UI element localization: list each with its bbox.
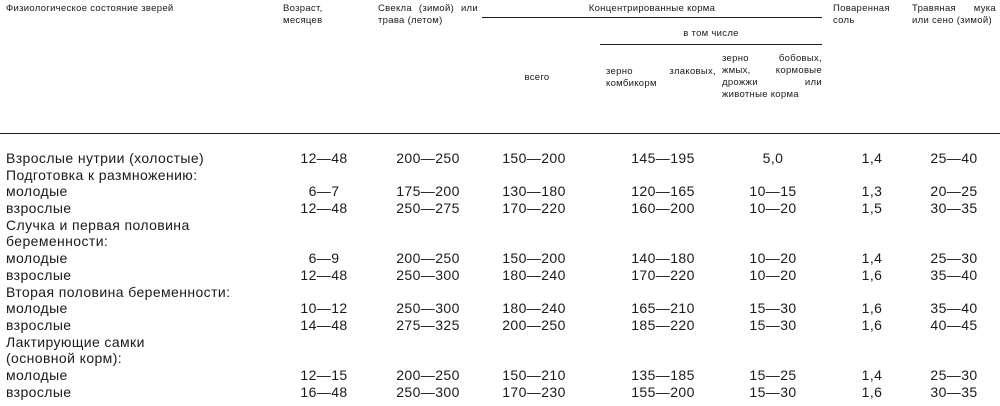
- cell-total: 150—200: [502, 150, 566, 166]
- cell-age: 10—12: [300, 300, 348, 317]
- cell-grain: 160—200: [631, 200, 695, 217]
- cell-total: 180—240: [502, 300, 566, 317]
- cell-hay: 25—30: [930, 250, 978, 267]
- cell-salt: 1,5: [861, 200, 883, 217]
- cell-beet: 250—275: [396, 200, 460, 217]
- cell-beet: 200—250: [396, 150, 460, 166]
- cell-legume: 10—20: [749, 200, 797, 217]
- cell-legume: 15—30: [749, 383, 797, 400]
- cell-total: 170—230: [502, 383, 566, 400]
- cell-legume: 5,0: [762, 150, 784, 166]
- row-label: Лактирующие самки: [6, 333, 145, 350]
- cell-age: 12—15: [300, 366, 348, 383]
- cell-beet: 250—300: [396, 300, 460, 317]
- cell-legume: 15—30: [749, 316, 797, 333]
- cell-beet: 175—200: [396, 183, 460, 200]
- cell-total: 150—210: [502, 366, 566, 383]
- row-label: молодые: [6, 183, 68, 200]
- cell-legume: 15—25: [749, 366, 797, 383]
- cell-age: 12—48: [300, 200, 348, 217]
- table-row: [0, 233, 1000, 250]
- header-state: Физиологическое состояние зверей: [6, 3, 174, 14]
- header-including: в том числе: [683, 28, 739, 39]
- cell-total: 170—220: [502, 200, 566, 217]
- table-row: [0, 150, 1000, 167]
- table-body: [0, 150, 1000, 400]
- table-row: [0, 367, 1000, 384]
- cell-salt: 1,6: [861, 300, 883, 317]
- table-row: [0, 217, 1000, 234]
- header-salt: Поваренная соль: [833, 3, 890, 26]
- cell-grain: 185—220: [631, 316, 695, 333]
- table-row: [0, 284, 1000, 301]
- row-label: Случка и первая половина: [6, 216, 190, 233]
- cell-total: 150—200: [502, 250, 566, 267]
- table-row: [0, 317, 1000, 334]
- row-label: Вторая половина беременности:: [6, 283, 231, 300]
- header-legume: зерно бобовых, жмых, кормовые дрожжи или животные корма: [722, 53, 822, 100]
- header-beet: Свекла (зимой) или трава (летом): [378, 3, 478, 26]
- cell-hay: 25—40: [930, 150, 978, 166]
- table-row: [0, 167, 1000, 184]
- cell-beet: 275—325: [396, 316, 460, 333]
- cell-legume: 10—20: [749, 250, 797, 267]
- cell-beet: 200—250: [396, 366, 460, 383]
- cell-salt: 1,6: [861, 383, 883, 400]
- cell-age: 12—48: [300, 266, 348, 283]
- header-total: всего: [524, 72, 550, 83]
- cell-age: 12—48: [300, 150, 348, 166]
- cell-grain: 165—210: [631, 300, 695, 317]
- cell-hay: 20—25: [930, 183, 978, 200]
- cell-hay: 30—35: [930, 200, 978, 217]
- cell-total: 130—180: [502, 183, 566, 200]
- cell-total: 200—250: [502, 316, 566, 333]
- cell-age: 14—48: [300, 316, 348, 333]
- cell-salt: 1,3: [861, 183, 883, 200]
- cell-grain: 170—220: [631, 266, 695, 283]
- row-label: взрослые: [6, 266, 72, 283]
- table-row: [0, 334, 1000, 351]
- cell-salt: 1,6: [861, 316, 883, 333]
- table-row: [0, 300, 1000, 317]
- cell-hay: 40—45: [930, 316, 978, 333]
- table-row: [0, 200, 1000, 217]
- cell-legume: 10—20: [749, 266, 797, 283]
- row-label: взрослые: [6, 200, 72, 217]
- cell-grain: 155—200: [631, 383, 695, 400]
- cell-salt: 1,6: [861, 266, 883, 283]
- row-label: молодые: [6, 366, 68, 383]
- header-age: Возраст, месяцев: [283, 3, 323, 26]
- cell-hay: 35—40: [930, 300, 978, 317]
- row-label: взрослые: [6, 316, 72, 333]
- cell-beet: 200—250: [396, 250, 460, 267]
- row-label: беременности:: [6, 233, 109, 250]
- table-row: [0, 183, 1000, 200]
- cell-beet: 250—300: [396, 383, 460, 400]
- cell-age: 16—48: [300, 383, 348, 400]
- header-concentrates: Концентрированные корма: [588, 3, 716, 14]
- cell-legume: 10—15: [749, 183, 797, 200]
- cell-grain: 135—185: [631, 366, 695, 383]
- cell-hay: 35—40: [930, 266, 978, 283]
- cell-grain: 145—195: [631, 150, 695, 166]
- row-label: (основной корм):: [6, 350, 123, 367]
- table-row: [0, 267, 1000, 284]
- header-hay: Травяная мука или сено (зимой): [912, 3, 996, 26]
- cell-salt: 1,4: [861, 250, 883, 267]
- header-bottom-rule: [0, 133, 1000, 134]
- row-label: молодые: [6, 300, 68, 317]
- row-label: Взрослые нутрии (холостые): [6, 150, 205, 166]
- cell-hay: 25—30: [930, 366, 978, 383]
- cell-grain: 120—165: [631, 183, 695, 200]
- row-label: молодые: [6, 250, 68, 267]
- row-label: взрослые: [6, 383, 72, 400]
- cell-legume: 15—30: [749, 300, 797, 317]
- table-row: [0, 350, 1000, 367]
- cell-age: 6—7: [308, 183, 340, 200]
- cell-grain: 140—180: [631, 250, 695, 267]
- cell-total: 180—240: [502, 266, 566, 283]
- table-row: [0, 384, 1000, 401]
- cell-salt: 1,4: [861, 366, 883, 383]
- header-grain: зерно злаковых, комбикорм: [606, 66, 716, 89]
- concentrates-rule: [482, 17, 822, 18]
- cell-salt: 1,4: [861, 150, 883, 166]
- including-rule: [600, 44, 822, 45]
- cell-beet: 250—300: [396, 266, 460, 283]
- row-label: Подготовка к размножению:: [6, 166, 198, 183]
- cell-hay: 30—35: [930, 383, 978, 400]
- cell-age: 6—9: [308, 250, 340, 267]
- table-row: [0, 250, 1000, 267]
